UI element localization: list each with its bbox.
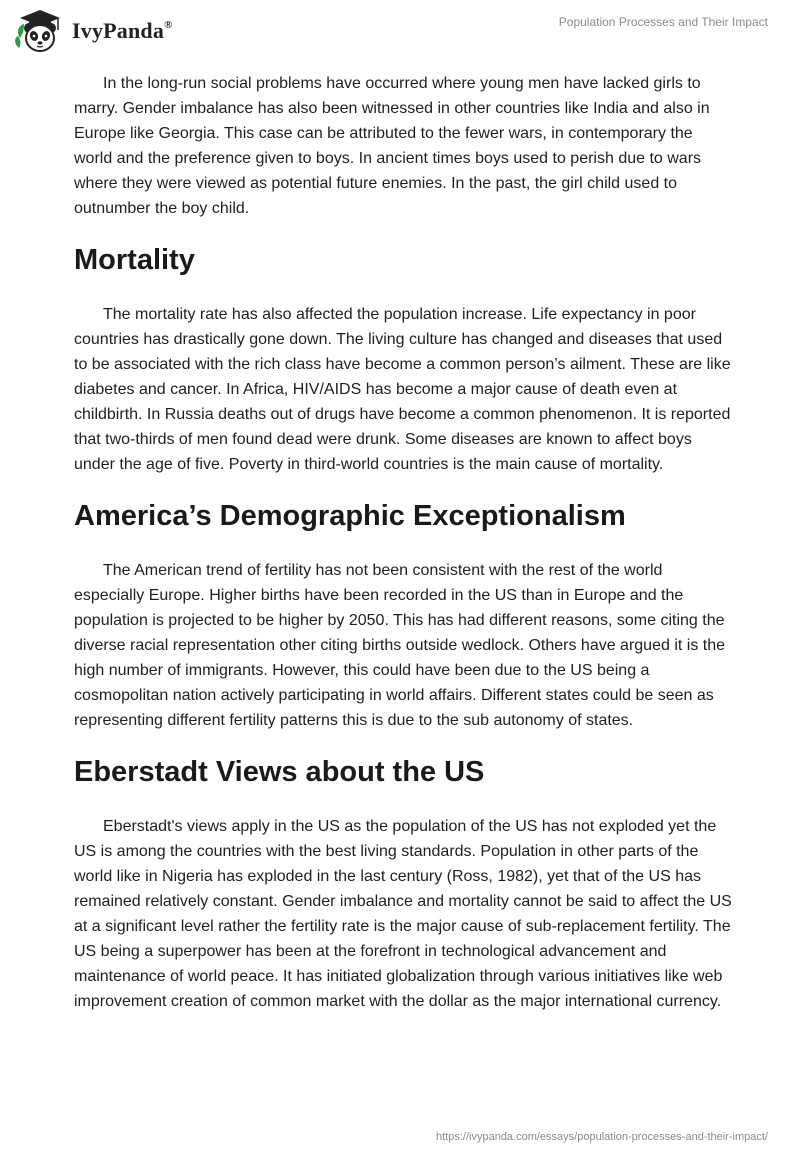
heading-eberstadt-views: Eberstadt Views about the US: [74, 756, 485, 788]
panda-graduate-icon: [14, 8, 66, 54]
heading-demographic-exceptionalism: America’s Demographic Exceptionalism: [74, 500, 626, 532]
source-url[interactable]: https://ivypanda.com/essays/population-processes-and-their-impact/: [436, 1131, 768, 1143]
paragraph-mortality: The mortality rate has also affected the population increase. Life expectancy in poor countries has drastically gone down. The living culture has changed and diseases that used to be associated with the rich class have become a common person’s ailment. These are like diabetes and cancer. In Africa, HIV/AIDS has become a major cause of death even at childbirth. In Russia deaths out of drugs have become a common phenomenon. It is reported that two-thirds of men found dead were drunk. Some diseases are known to affect boys under the age of five. Poverty in third-world countries is the main cause of mortality.: [74, 306, 731, 473]
logo-wordmark: IvyPanda®: [72, 18, 173, 43]
paragraph-gender-imbalance: In the long-run social problems have occurred where young men have lacked girls to marry. Gender imbalance has also been witnessed in other countries like India and also in Europe like Georgia. This case can be attributed to the fewer wars, in contemporary the world and the preference given to boys. In ancient times boys used to perish due to wars where they were viewed as potential future enemies. In the past, the girl child used to outnumber the boy child.: [74, 75, 710, 217]
heading-mortality: Mortality: [74, 244, 195, 276]
essay-body: [74, 71, 734, 1014]
paragraph-eberstadt-views: Eberstadt's views apply in the US as the population of the US has not exploded yet the US is among the countries with the best living standards. Population in other parts of the world like in Nigeria has exploded in the last century (Ross, 1982), yet that of the US has remained relatively constant. Gender imbalance and mortality cannot be said to affect the US at a significant level rather the fertility rate is the major cause of sub-replacement fertility. The US being a superpower has been at the forefront in technological advancement and maintenance of world peace. It has initiated globalization through various initiatives like web improvement creation of common market with the dollar as the major international currency.: [74, 818, 732, 1010]
paragraph-demographic-exceptionalism: The American trend of fertility has not been consistent with the rest of the world especially Europe. Higher births have been recorded in the US than in Europe and the population is projected to be higher by 2050. This has had different reasons, some citing the diverse racial representation other citing births outside wedlock. Others have argued it is the high number of immigrants. However, this could have been due to the US being a cosmopolitan nation actively participating in world affairs. Different states could be seen as representing different fertility patterns this is due to the sub autonomy of states.: [74, 562, 726, 729]
ivypanda-logo[interactable]: [14, 8, 173, 54]
page-header: [0, 0, 800, 60]
document-title: Population Processes and Their Impact: [558, 15, 768, 29]
